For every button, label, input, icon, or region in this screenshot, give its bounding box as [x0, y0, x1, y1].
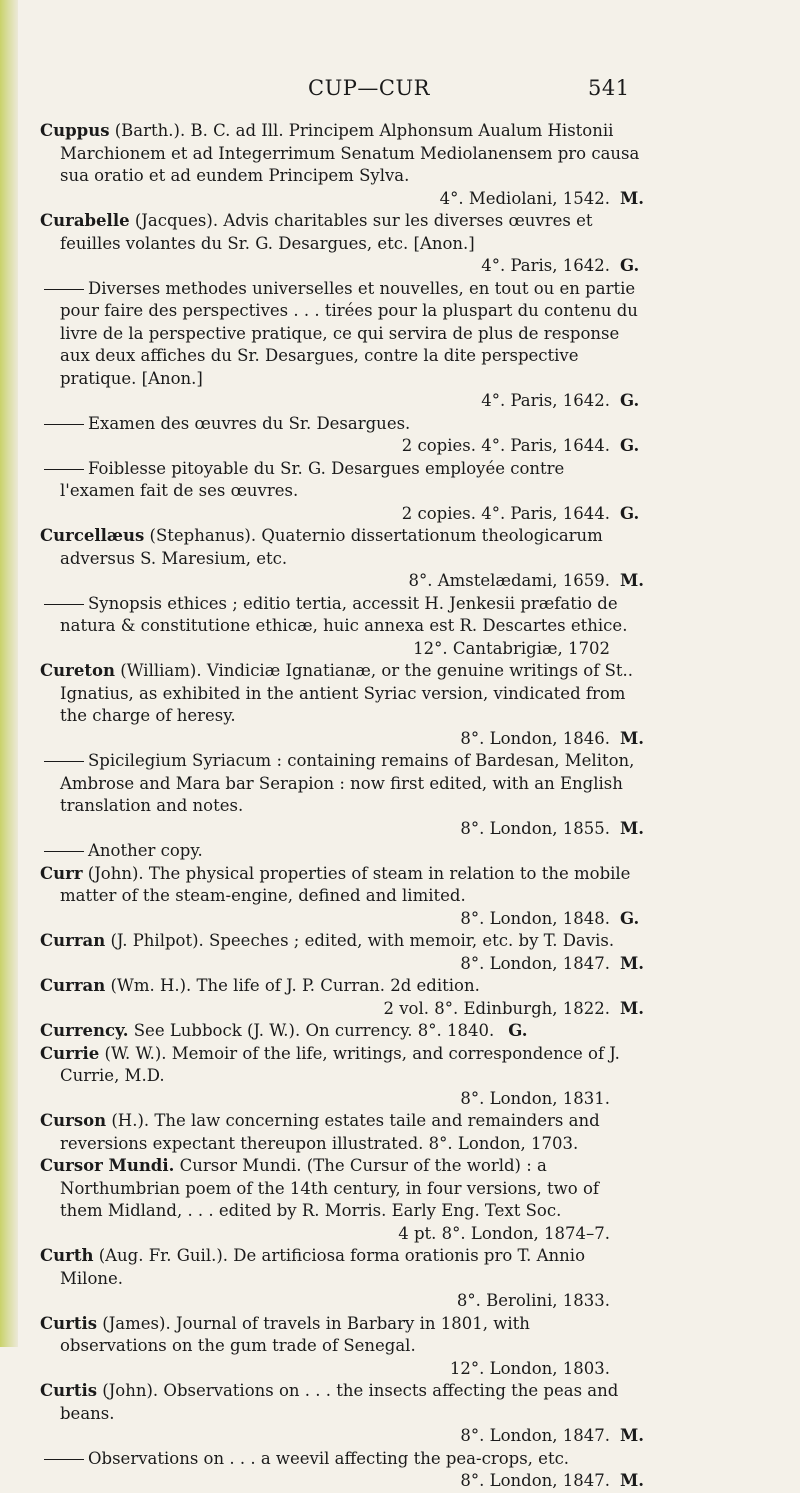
imprint-location: 2 copies. 4°. Paris, 1644.: [401, 436, 610, 455]
entry-description: See Lubbock (J. W.). On currency. 8°. 1840.: [128, 1021, 495, 1040]
entry-text: [40, 210, 640, 255]
entry-text: [40, 1448, 640, 1471]
entry-heading: Curcellæus: [40, 526, 145, 545]
imprint-location: 4°. Paris, 1642.: [481, 256, 610, 275]
entry-description: Spicilegium Syriacum : containing remains of Bardesan, Meliton, Ambrose and Mara bar Serapion : now first edited, with an English translation and notes.: [60, 751, 635, 815]
library-mark: G.: [508, 1021, 528, 1040]
entry-text: [40, 120, 640, 188]
library-mark: G.: [620, 503, 640, 523]
imprint-location: 8°. Amstelædami, 1659.: [408, 571, 610, 590]
entry-heading: Curr: [40, 863, 83, 883]
ditto-dash: [44, 424, 84, 425]
entry-description: Cursor Mundi. (The Cursur of the world) : a Northumbrian poem of the 14th century, in four versions, two of them Midland, . . . edited by R. Morris. Early Eng. Text Soc.: [60, 1156, 599, 1220]
library-mark: M.: [620, 1471, 645, 1490]
entry-heading: Curran: [40, 976, 106, 995]
entry-text: [40, 1245, 640, 1290]
catalogue-entry: [40, 1155, 640, 1245]
entry-imprint: [40, 1290, 640, 1313]
entry-imprint: [40, 1358, 640, 1381]
ditto-dash: [44, 761, 84, 762]
entry-text: [40, 1313, 640, 1358]
entry-imprint: [40, 728, 645, 751]
imprint-location: 2 vol. 8°. Edinburgh, 1822.: [383, 998, 610, 1018]
entry-text: [40, 863, 640, 908]
library-mark: M.: [620, 998, 645, 1018]
imprint-location: 4°. Paris, 1642.: [481, 391, 610, 410]
catalogue-entry: [40, 413, 640, 458]
entry-heading: Cursor Mundi.: [40, 1156, 175, 1175]
entry-description: Diverses methodes universelles et nouvelles, en tout ou en partie pour faire des perspectives . . . tirées pour la pluspart du contenu du livre de la perspective pratique, ce qui servira de plus de response aux deux affiches du Sr. Desargues, contre la dite perspective pratique. [Anon.]: [60, 278, 638, 388]
entry-heading: Curabelle: [40, 211, 130, 230]
entry-text: [40, 413, 640, 436]
entry-text: [40, 750, 640, 818]
imprint-location: 8°. London, 1831.: [460, 1088, 610, 1108]
ditto-dash: [44, 289, 84, 290]
imprint-location: 12°. Cantabrigiæ, 1702: [413, 638, 610, 658]
catalogue-entry: [40, 1020, 640, 1043]
entry-description: Synopsis ethices ; editio tertia, accessit H. Jenkesii præfatio de natura & constitutione ethicæ, huic annexa est R. Descartes ethice.: [60, 593, 628, 635]
entry-imprint: [40, 188, 645, 211]
page-gutter-edge: [0, 0, 18, 1347]
catalogue-entry: [40, 1448, 645, 1493]
imprint-location: 8°. London, 1847.: [460, 1426, 610, 1445]
imprint-location: 12°. London, 1803.: [449, 1358, 610, 1378]
library-mark: M.: [620, 571, 645, 590]
imprint-location: 8°. London, 1848.: [460, 908, 610, 928]
entry-imprint: [40, 503, 640, 526]
page-number: 541: [588, 76, 630, 100]
entry-heading: Curran: [40, 931, 106, 950]
entry-text: [40, 278, 640, 391]
entry-description: (James). Journal of travels in Barbary in 1801, with observations on the gum trade of Senegal.: [60, 1313, 530, 1355]
entry-heading: Curth: [40, 1246, 94, 1265]
imprint-location: 8°. London, 1847.: [460, 1471, 610, 1490]
library-mark: M.: [620, 953, 645, 973]
entry-text: [40, 1110, 640, 1155]
catalogue-entry: [40, 1380, 645, 1448]
imprint-location: 8°. Berolini, 1833.: [456, 1291, 610, 1310]
entry-description: Another copy.: [88, 841, 203, 860]
entry-imprint: [40, 255, 640, 278]
entry-description: (J. Philpot). Speeches ; edited, with memoir, etc. by T. Davis.: [105, 931, 615, 950]
entry-imprint: [40, 908, 640, 931]
entry-heading: Currency.: [40, 1021, 129, 1040]
entry-text: [40, 1155, 640, 1223]
library-mark: G.: [620, 436, 640, 455]
entry-description: (Wm. H.). The life of J. P. Curran. 2d edition.: [105, 976, 480, 995]
entry-description: (Barth.). B. C. ad Ill. Principem Alphonsum Aualum Histonii Marchionem et ad Integerrimum Senatum Mediolanensem pro causa sua oratio et ad eundem Principem Sylva.: [60, 121, 640, 185]
entry-heading: Curson: [40, 1111, 107, 1130]
entry-imprint: [40, 953, 645, 976]
catalogue-entries: [40, 120, 645, 1493]
entry-description: Observations on . . . a weevil affecting the pea-crops, etc.: [88, 1448, 570, 1468]
entry-text: [40, 593, 640, 638]
entry-imprint: [40, 998, 645, 1021]
library-mark: M.: [620, 188, 645, 208]
catalogue-entry: [40, 930, 645, 975]
imprint-location: 8°. London, 1846.: [460, 728, 610, 748]
entry-imprint: [40, 1470, 645, 1493]
catalogue-entry: [40, 863, 640, 931]
entry-text: [40, 840, 640, 863]
ditto-dash: [44, 1459, 84, 1460]
catalogue-entry: [40, 1043, 640, 1111]
catalogue-entry: [40, 593, 640, 661]
catalogue-entry: [40, 1110, 640, 1155]
entry-text: [40, 458, 640, 503]
catalogue-entry: [40, 278, 640, 413]
entry-description: (Jacques). Advis charitables sur les diverses œuvres et feuilles volantes du Sr. G. Desargues, etc. [Anon.]: [60, 211, 593, 253]
imprint-location: 8°. London, 1855.: [460, 818, 610, 838]
entry-imprint: [40, 1223, 640, 1246]
entry-text: [40, 1043, 640, 1088]
entry-text: [40, 660, 640, 728]
library-mark: G.: [620, 391, 640, 410]
entry-text: [40, 930, 640, 953]
entry-imprint: [40, 818, 645, 841]
catalogue-entry: [40, 1313, 640, 1381]
library-mark: M.: [620, 818, 645, 838]
entry-imprint: [40, 435, 640, 458]
entry-description: (H.). The law concerning estates taile and remainders and reversions expectant thereupon illustrated. 8°. London, 1703.: [60, 1111, 600, 1153]
catalogue-entry: [40, 120, 645, 210]
library-mark: G.: [620, 908, 640, 928]
entry-description: Foiblesse pitoyable du Sr. G. Desargues employée contre l'examen fait de ses œuvres.: [60, 458, 565, 500]
library-mark: G.: [620, 256, 640, 275]
entry-heading: Curtis: [40, 1313, 98, 1333]
entry-description: (John). The physical properties of steam in relation to the mobile matter of the steam-engine, defined and limited.: [60, 863, 631, 905]
imprint-location: 2 copies. 4°. Paris, 1644.: [401, 503, 610, 523]
catalogue-page: [40, 0, 780, 1490]
ditto-dash: [44, 604, 84, 605]
entry-text: [40, 975, 640, 998]
entry-description: (W. W.). Memoir of the life, writings, and correspondence of J. Currie, M.D.: [60, 1043, 620, 1085]
entry-imprint: [40, 638, 640, 661]
entry-description: (William). Vindiciæ Ignatianæ, or the genuine writings of St.. Ignatius, as exhibited in the antient Syriac version, vindicated from the charge of heresy.: [60, 661, 634, 725]
entry-imprint: [40, 390, 640, 413]
entry-heading: Currie: [40, 1043, 100, 1063]
entry-heading: Cuppus: [40, 121, 110, 140]
ditto-dash: [44, 851, 84, 852]
entry-text: [40, 525, 640, 570]
catalogue-entry: [40, 975, 645, 1020]
entry-imprint: [40, 1088, 640, 1111]
catalogue-entry: [40, 525, 645, 593]
ditto-dash: [44, 469, 84, 470]
entry-heading: Curtis: [40, 1381, 98, 1400]
catalogue-entry: [40, 750, 645, 840]
imprint-location: 4°. Mediolani, 1542.: [439, 188, 610, 208]
catalogue-entry: [40, 840, 640, 863]
library-mark: M.: [620, 728, 645, 748]
running-title: CUP—CUR: [308, 76, 430, 100]
library-mark: M.: [620, 1426, 645, 1445]
catalogue-entry: [40, 660, 645, 750]
entry-imprint: [40, 570, 645, 593]
entry-description: (Stephanus). Quaternio dissertationum theologicarum adversus S. Maresium, etc.: [60, 526, 603, 568]
catalogue-entry: [40, 1245, 640, 1313]
entry-description: Examen des œuvres du Sr. Desargues.: [88, 413, 411, 433]
entry-description: (Aug. Fr. Guil.). De artificiosa forma orationis pro T. Annio Milone.: [60, 1246, 586, 1288]
catalogue-entry: [40, 210, 640, 278]
entry-imprint: [40, 1425, 645, 1448]
entry-text: [40, 1380, 640, 1425]
catalogue-entry: [40, 458, 640, 526]
imprint-location: 4 pt. 8°. London, 1874–7.: [398, 1223, 610, 1243]
imprint-location: 8°. London, 1847.: [460, 953, 610, 973]
entry-description: (John). Observations on . . . the insects affecting the peas and beans.: [60, 1381, 619, 1423]
entry-text: [40, 1020, 640, 1043]
entry-heading: Cureton: [40, 661, 115, 680]
